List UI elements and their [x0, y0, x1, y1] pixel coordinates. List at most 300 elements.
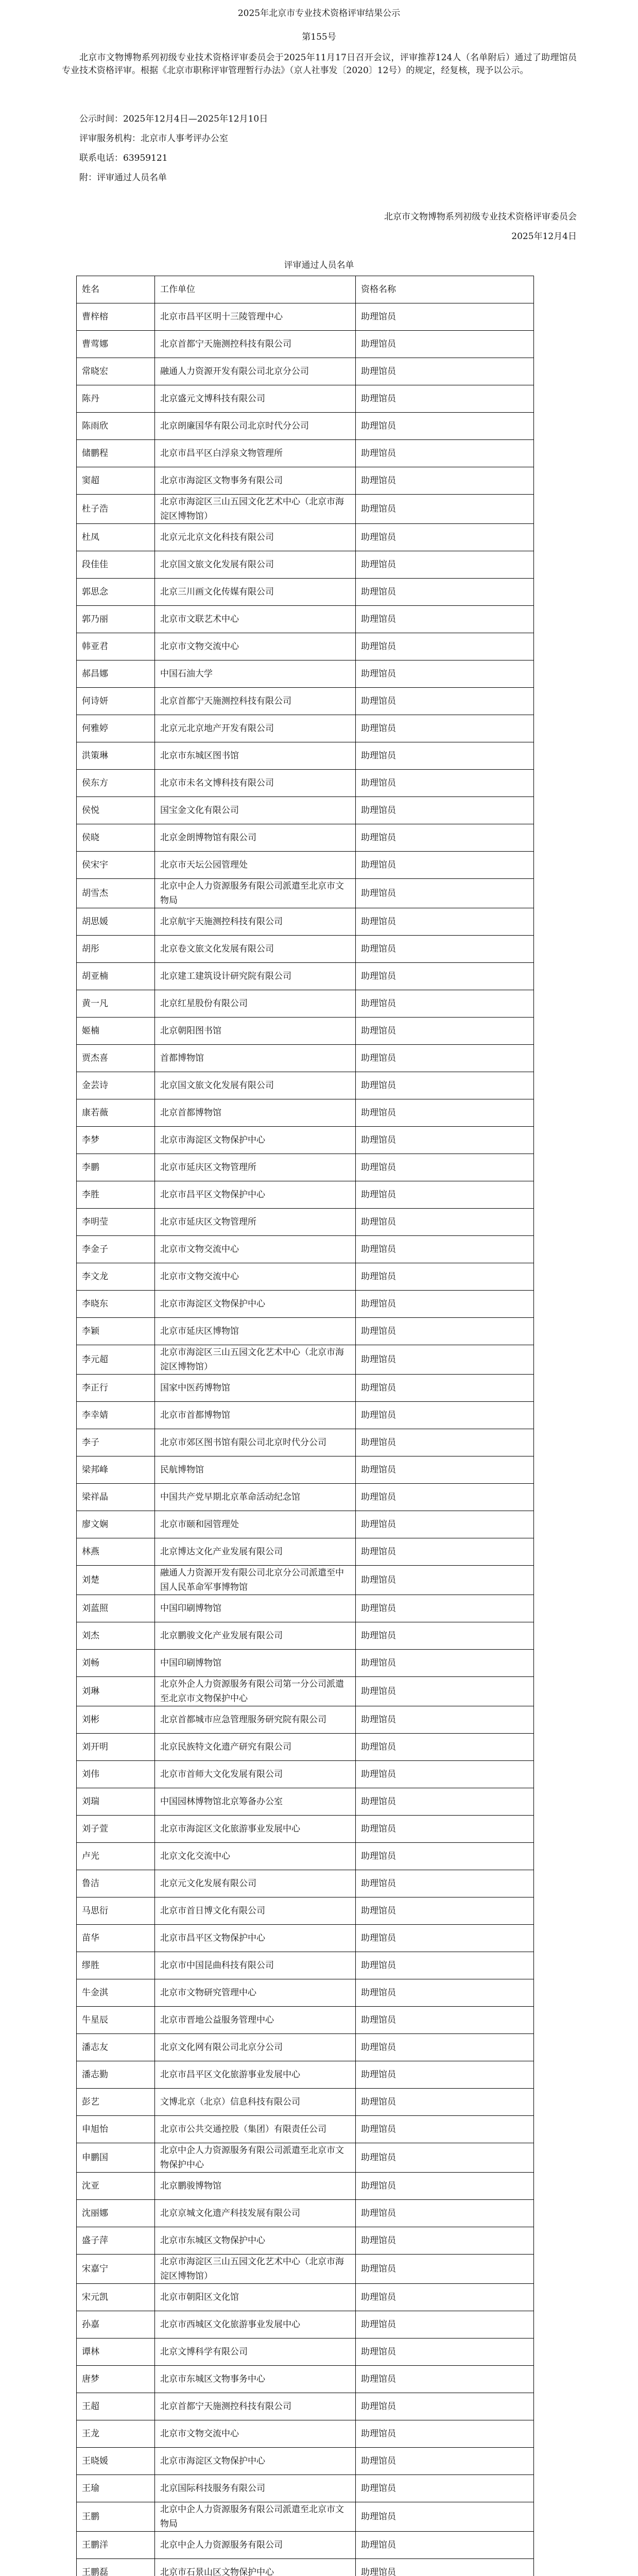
- cell-qualification: 助理馆员: [356, 1870, 534, 1897]
- cell-qualification: 助理馆员: [356, 495, 534, 524]
- table-row: [77, 660, 534, 688]
- cell-work-unit: 北京市昌平区文物保护中心: [155, 1925, 356, 1952]
- cell-qualification: 助理馆员: [356, 688, 534, 715]
- cell-name: 王鹏磊: [77, 2559, 155, 2576]
- cell-qualification: 助理馆员: [356, 1263, 534, 1291]
- cell-name: 宋嘉宁: [77, 2255, 155, 2284]
- cell-qualification: 助理馆员: [356, 1209, 534, 1236]
- cell-qualification: 助理馆员: [356, 303, 534, 331]
- cell-qualification: 助理馆员: [356, 1402, 534, 1429]
- table-row: [77, 303, 534, 331]
- cell-work-unit: 北京卷文旅文化发展有限公司: [155, 936, 356, 963]
- table-row: [77, 1375, 534, 1402]
- cell-work-unit: 北京市昌平区明十三陵管理中心: [155, 303, 356, 331]
- cell-name: 刘琳: [77, 1677, 155, 1706]
- table-row: [77, 579, 534, 606]
- cell-name: 段佳佳: [77, 551, 155, 579]
- cell-qualification: 助理馆员: [356, 715, 534, 742]
- cell-work-unit: 北京市首日博文化有限公司: [155, 1897, 356, 1925]
- cell-name: 李元超: [77, 1345, 155, 1375]
- cell-name: 鲁洁: [77, 1870, 155, 1897]
- cell-qualification: 助理馆员: [356, 742, 534, 770]
- cell-qualification: 助理馆员: [356, 2284, 534, 2311]
- cell-name: 王晓媛: [77, 2448, 155, 2475]
- table-row: [77, 963, 534, 990]
- cell-name: 郝昌娜: [77, 660, 155, 688]
- cell-name: 窦超: [77, 467, 155, 495]
- cell-name: 梁邦峰: [77, 1456, 155, 1484]
- table-row: [77, 990, 534, 1018]
- cell-qualification: 助理馆员: [356, 524, 534, 551]
- table-row: [77, 2475, 534, 2502]
- cell-qualification: 助理馆员: [356, 633, 534, 660]
- cell-name: 韩亚君: [77, 633, 155, 660]
- header-row: [77, 276, 534, 303]
- table-row: [77, 551, 534, 579]
- issuing-committee: 北京市文物博物系列初级专业技术资格评审委员会: [384, 212, 577, 222]
- cell-name: 王超: [77, 2393, 155, 2420]
- cell-qualification: 助理馆员: [356, 2255, 534, 2284]
- cell-qualification: 助理馆员: [356, 2502, 534, 2532]
- cell-name: 牛金淇: [77, 1979, 155, 2007]
- cell-qualification: 助理馆员: [356, 1429, 534, 1456]
- cell-work-unit: 北京鹏骏博物馆: [155, 2173, 356, 2200]
- cell-name: 侯东方: [77, 770, 155, 797]
- cell-qualification: 助理馆员: [356, 908, 534, 936]
- service-agency: 评审服务机构：北京市人事考评办公室: [79, 133, 228, 144]
- cell-name: 李颖: [77, 1318, 155, 1345]
- cell-work-unit: 北京国文旅文化发展有限公司: [155, 551, 356, 579]
- table-row: [77, 2311, 534, 2338]
- table-row: [77, 358, 534, 385]
- table-row: [77, 936, 534, 963]
- table-row: [77, 467, 534, 495]
- cell-work-unit: 国宝金文化有限公司: [155, 797, 356, 824]
- cell-name: 卢光: [77, 1843, 155, 1870]
- table-row: [77, 1677, 534, 1706]
- cell-name: 李幸婧: [77, 1402, 155, 1429]
- cell-name: 彭艺: [77, 2089, 155, 2116]
- table-row: [77, 908, 534, 936]
- cell-work-unit: 北京民族特文化遗产研究有限公司: [155, 1734, 356, 1761]
- cell-name: 姬楠: [77, 1018, 155, 1045]
- issue-date: 2025年12月4日: [511, 231, 577, 242]
- cell-name: 刘子萱: [77, 1816, 155, 1843]
- cell-qualification: 助理馆员: [356, 2366, 534, 2393]
- cell-work-unit: 北京文化交流中心: [155, 1843, 356, 1870]
- table-row: [77, 1979, 534, 2007]
- cell-name: 李明莹: [77, 1209, 155, 1236]
- cell-work-unit: 北京元北京文化科技有限公司: [155, 524, 356, 551]
- cell-qualification: 助理馆员: [356, 1181, 534, 1209]
- cell-name: 常晓宏: [77, 358, 155, 385]
- table-row: [77, 1402, 534, 1429]
- cell-name: 苗华: [77, 1925, 155, 1952]
- cell-qualification: 助理馆员: [356, 2061, 534, 2089]
- cell-qualification: 助理馆员: [356, 2143, 534, 2173]
- cell-name: 何诗妍: [77, 688, 155, 715]
- cell-work-unit: 北京市文联艺术中心: [155, 606, 356, 633]
- table-row: [77, 2532, 534, 2559]
- cell-qualification: 助理馆员: [356, 1375, 534, 1402]
- table-row: [77, 1236, 534, 1263]
- cell-qualification: 助理馆员: [356, 1650, 534, 1677]
- cell-work-unit: 北京市海淀区三山五园文化艺术中心（北京市海淀区博物馆）: [155, 495, 356, 524]
- cell-name: 沈亚: [77, 2173, 155, 2200]
- cell-name: 胡雪杰: [77, 879, 155, 908]
- cell-work-unit: 北京市朝阳区文化馆: [155, 2284, 356, 2311]
- cell-work-unit: 中国园林博物馆北京筹备办公室: [155, 1788, 356, 1816]
- cell-name: 刘蓝照: [77, 1595, 155, 1622]
- table-row: [77, 1816, 534, 1843]
- cell-qualification: 助理馆员: [356, 1706, 534, 1734]
- cell-work-unit: 北京元北京地产开发有限公司: [155, 715, 356, 742]
- table-row: [77, 1595, 534, 1622]
- cell-work-unit: 北京市未名文博科技有限公司: [155, 770, 356, 797]
- cell-name: 林燕: [77, 1538, 155, 1566]
- cell-work-unit: 中国印刷博物馆: [155, 1595, 356, 1622]
- table-row: [77, 606, 534, 633]
- cell-qualification: 助理馆员: [356, 606, 534, 633]
- cell-qualification: 助理馆员: [356, 879, 534, 908]
- cell-qualification: 助理馆员: [356, 385, 534, 413]
- cell-name: 刘瑞: [77, 1788, 155, 1816]
- cell-work-unit: 北京元文化发展有限公司: [155, 1870, 356, 1897]
- contact-phone: 联系电话：63959121: [79, 153, 168, 163]
- document-number: 第155号: [302, 32, 336, 42]
- table-row: [77, 495, 534, 524]
- cell-work-unit: 北京市海淀区文化旅游事业发展中心: [155, 1816, 356, 1843]
- cell-work-unit: 北京航宇天施测控科技有限公司: [155, 908, 356, 936]
- cell-work-unit: 北京红星股份有限公司: [155, 990, 356, 1018]
- cell-work-unit: 北京中企人力资源服务有限公司派遣至北京市文物保护中心: [155, 2143, 356, 2173]
- table-row: [77, 2116, 534, 2143]
- cell-work-unit: 北京市石景山区文物保护中心: [155, 2559, 356, 2576]
- cell-work-unit: 北京市首都博物馆: [155, 1402, 356, 1429]
- cell-name: 郭乃丽: [77, 606, 155, 633]
- cell-qualification: 助理馆员: [356, 2448, 534, 2475]
- cell-work-unit: 北京市东城区文物保护中心: [155, 2227, 356, 2255]
- table-row: [77, 2559, 534, 2576]
- cell-qualification: 助理馆员: [356, 797, 534, 824]
- cell-qualification: 助理馆员: [356, 2227, 534, 2255]
- cell-qualification: 助理馆员: [356, 660, 534, 688]
- cell-work-unit: 北京中企人力资源服务有限公司派遣至北京市文物局: [155, 2502, 356, 2532]
- cell-qualification: 助理馆员: [356, 1484, 534, 1511]
- cell-name: 刘伟: [77, 1761, 155, 1788]
- cell-name: 马思衍: [77, 1897, 155, 1925]
- table-row: [77, 1870, 534, 1897]
- cell-name: 曹梓榕: [77, 303, 155, 331]
- cell-qualification: 助理馆员: [356, 1788, 534, 1816]
- cell-work-unit: 北京市文物交流中心: [155, 1236, 356, 1263]
- table-row: [77, 1897, 534, 1925]
- cell-work-unit: 北京建工建筑设计研究院有限公司: [155, 963, 356, 990]
- announcement: [0, 7, 638, 2576]
- cell-name: 郭思念: [77, 579, 155, 606]
- signature-block: [62, 207, 577, 246]
- table-row: [77, 1263, 534, 1291]
- announcement-body: 北京市文物博物系列初级专业技术资格评审委员会于2025年11月17日召开会议，评审推荐124人（名单附后）通过了助理馆员专业技术资格评审。根据《北京市职称评审管理暂行办法》（京人社事发〔2020〕12号）的规定，经复核，现予以公示。: [62, 53, 577, 76]
- cell-qualification: 助理馆员: [356, 2200, 534, 2227]
- cell-work-unit: 国家中医药博物馆: [155, 1375, 356, 1402]
- cell-work-unit: 北京首都宁天施测控科技有限公司: [155, 331, 356, 358]
- cell-qualification: 助理馆员: [356, 1761, 534, 1788]
- cell-name: 康若薇: [77, 1099, 155, 1127]
- cell-name: 陈雨欣: [77, 413, 155, 440]
- table-row: [77, 1650, 534, 1677]
- cell-work-unit: 首都博物馆: [155, 1045, 356, 1072]
- cell-work-unit: 北京市文物交流中心: [155, 2420, 356, 2448]
- table-row: [77, 1099, 534, 1127]
- cell-work-unit: 北京中企人力资源服务有限公司派遣至北京市文物局: [155, 879, 356, 908]
- cell-name: 沈丽娜: [77, 2200, 155, 2227]
- table-row: [77, 385, 534, 413]
- roster-table-header: [77, 276, 534, 303]
- table-row: [77, 1566, 534, 1595]
- table-row: [77, 1843, 534, 1870]
- cell-name: 黄一凡: [77, 990, 155, 1018]
- table-row: [77, 2089, 534, 2116]
- table-row: [77, 879, 534, 908]
- table-row: [77, 688, 534, 715]
- page-title: 2025年北京市专业技术资格评审结果公示: [237, 8, 401, 19]
- cell-work-unit: 北京市西城区文化旅游事业发展中心: [155, 2311, 356, 2338]
- cell-work-unit: 北京文化网有限公司北京分公司: [155, 2034, 356, 2061]
- cell-name: 侯晓: [77, 824, 155, 852]
- cell-work-unit: 北京京城文化遗产科技发展有限公司: [155, 2200, 356, 2227]
- cell-work-unit: 北京市文物研究管理中心: [155, 1979, 356, 2007]
- cell-qualification: 助理馆员: [356, 990, 534, 1018]
- cell-qualification: 助理馆员: [356, 2089, 534, 2116]
- cell-qualification: 助理馆员: [356, 1072, 534, 1099]
- cell-qualification: 助理馆员: [356, 2338, 534, 2366]
- cell-qualification: 助理馆员: [356, 1816, 534, 1843]
- attachment-note: 附：评审通过人员名单: [79, 173, 167, 183]
- table-row: [77, 1345, 534, 1375]
- cell-qualification: 助理馆员: [356, 1897, 534, 1925]
- cell-name: 胡思媛: [77, 908, 155, 936]
- cell-work-unit: 北京市天坛公园管理处: [155, 852, 356, 879]
- cell-work-unit: 北京市延庆区文物管理所: [155, 1209, 356, 1236]
- cell-name: 孙嘉: [77, 2311, 155, 2338]
- cell-name: 李正行: [77, 1375, 155, 1402]
- table-row: [77, 2284, 534, 2311]
- cell-work-unit: 北京市文物交流中心: [155, 1263, 356, 1291]
- cell-qualification: 助理馆员: [356, 2173, 534, 2200]
- table-row: [77, 1045, 534, 1072]
- cell-name: 刘彬: [77, 1706, 155, 1734]
- cell-qualification: 助理馆员: [356, 1236, 534, 1263]
- cell-work-unit: 北京市东城区图书馆: [155, 742, 356, 770]
- table-row: [77, 2393, 534, 2420]
- cell-name: 杜凤: [77, 524, 155, 551]
- cell-qualification: 助理馆员: [356, 2116, 534, 2143]
- table-row: [77, 1952, 534, 1979]
- table-row: [77, 1761, 534, 1788]
- cell-qualification: 助理馆员: [356, 1952, 534, 1979]
- cell-name: 杜子浩: [77, 495, 155, 524]
- cell-qualification: 助理馆员: [356, 2007, 534, 2034]
- cell-name: 廖文娴: [77, 1511, 155, 1538]
- cell-work-unit: 北京市首师大文化发展有限公司: [155, 1761, 356, 1788]
- cell-qualification: 助理馆员: [356, 331, 534, 358]
- cell-work-unit: 北京市文物交流中心: [155, 633, 356, 660]
- cell-name: 何雅婷: [77, 715, 155, 742]
- cell-name: 储鹏程: [77, 440, 155, 467]
- cell-work-unit: 北京市晋地公益服务管理中心: [155, 2007, 356, 2034]
- cell-qualification: 助理馆员: [356, 1127, 534, 1154]
- cell-qualification: 助理馆员: [356, 2420, 534, 2448]
- cell-work-unit: 北京市海淀区文物保护中心: [155, 2448, 356, 2475]
- cell-qualification: 助理馆员: [356, 1099, 534, 1127]
- table-row: [77, 413, 534, 440]
- cell-qualification: 助理馆员: [356, 1538, 534, 1566]
- cell-qualification: 助理馆员: [356, 936, 534, 963]
- cell-name: 贾杰喜: [77, 1045, 155, 1072]
- cell-work-unit: 文博北京（北京）信息科技有限公司: [155, 2089, 356, 2116]
- cell-qualification: 助理馆员: [356, 1154, 534, 1181]
- cell-work-unit: 北京朝阳图书馆: [155, 1018, 356, 1045]
- cell-name: 李文龙: [77, 1263, 155, 1291]
- cell-name: 王鹏洋: [77, 2532, 155, 2559]
- table-row: [77, 1484, 534, 1511]
- table-row: [77, 1209, 534, 1236]
- cell-qualification: 助理馆员: [356, 1318, 534, 1345]
- cell-work-unit: 北京市颐和园管理处: [155, 1511, 356, 1538]
- cell-name: 李子: [77, 1429, 155, 1456]
- cell-qualification: 助理馆员: [356, 2475, 534, 2502]
- roster-table: [76, 276, 534, 2576]
- table-row: [77, 1018, 534, 1045]
- cell-work-unit: 北京市海淀区文物保护中心: [155, 1291, 356, 1318]
- announcement-info: [62, 109, 577, 188]
- cell-work-unit: 中国石油大学: [155, 660, 356, 688]
- cell-qualification: 助理馆员: [356, 1734, 534, 1761]
- cell-work-unit: 北京市中国昆曲科技有限公司: [155, 1952, 356, 1979]
- roster-title: 评审通过人员名单: [284, 260, 354, 270]
- cell-name: 谭林: [77, 2338, 155, 2366]
- cell-name: 李胜: [77, 1181, 155, 1209]
- cell-work-unit: 北京市海淀区三山五园文化艺术中心（北京市海淀区博物馆）: [155, 2255, 356, 2284]
- cell-work-unit: 北京博达文化产业发展有限公司: [155, 1538, 356, 1566]
- cell-work-unit: 北京市延庆区文物管理所: [155, 1154, 356, 1181]
- cell-name: 盛子萍: [77, 2227, 155, 2255]
- cell-qualification: 助理馆员: [356, 1925, 534, 1952]
- table-row: [77, 2448, 534, 2475]
- table-row: [77, 1154, 534, 1181]
- cell-name: 缪胜: [77, 1952, 155, 1979]
- table-row: [77, 1622, 534, 1650]
- cell-qualification: 助理馆员: [356, 467, 534, 495]
- cell-name: 宋元凯: [77, 2284, 155, 2311]
- cell-work-unit: 北京市昌平区文物保护中心: [155, 1181, 356, 1209]
- cell-name: 陈丹: [77, 385, 155, 413]
- table-row: [77, 2173, 534, 2200]
- cell-work-unit: 中国共产党早期北京革命活动纪念馆: [155, 1484, 356, 1511]
- cell-name: 胡亚楠: [77, 963, 155, 990]
- cell-qualification: 助理馆员: [356, 1045, 534, 1072]
- cell-qualification: 助理馆员: [356, 1979, 534, 2007]
- table-row: [77, 2502, 534, 2532]
- table-row: [77, 331, 534, 358]
- cell-name: 刘畅: [77, 1650, 155, 1677]
- cell-work-unit: 融通人力资源开发有限公司北京分公司: [155, 358, 356, 385]
- table-row: [77, 2420, 534, 2448]
- cell-qualification: 助理馆员: [356, 824, 534, 852]
- table-row: [77, 770, 534, 797]
- cell-work-unit: 北京国际科技服务有限公司: [155, 2475, 356, 2502]
- cell-work-unit: 北京外企人力资源服务有限公司第一分公司派遣至北京市文物保护中心: [155, 1677, 356, 1706]
- cell-name: 李晓东: [77, 1291, 155, 1318]
- cell-name: 刘楚: [77, 1566, 155, 1595]
- table-row: [77, 1734, 534, 1761]
- header-name: 姓名: [77, 276, 155, 303]
- cell-work-unit: 北京首都宁天施测控科技有限公司: [155, 2393, 356, 2420]
- cell-work-unit: 北京市延庆区博物馆: [155, 1318, 356, 1345]
- table-row: [77, 2061, 534, 2089]
- table-row: [77, 852, 534, 879]
- cell-qualification: 助理馆员: [356, 1291, 534, 1318]
- cell-work-unit: 北京文博科学有限公司: [155, 2338, 356, 2366]
- table-row: [77, 1925, 534, 1952]
- table-row: [77, 1291, 534, 1318]
- cell-name: 刘杰: [77, 1622, 155, 1650]
- cell-name: 申旭怡: [77, 2116, 155, 2143]
- table-row: [77, 1127, 534, 1154]
- table-row: [77, 2366, 534, 2393]
- table-row: [77, 524, 534, 551]
- cell-work-unit: 北京市昌平区白浮泉文物管理所: [155, 440, 356, 467]
- table-row: [77, 1511, 534, 1538]
- cell-name: 刘开明: [77, 1734, 155, 1761]
- cell-work-unit: 北京市海淀区文物事务有限公司: [155, 467, 356, 495]
- table-row: [77, 1456, 534, 1484]
- cell-qualification: 助理馆员: [356, 579, 534, 606]
- cell-work-unit: 北京朗廉国华有限公司北京时代分公司: [155, 413, 356, 440]
- cell-name: 李鹏: [77, 1154, 155, 1181]
- cell-qualification: 助理馆员: [356, 1622, 534, 1650]
- roster-table-body: [77, 303, 534, 2576]
- cell-qualification: 助理馆员: [356, 440, 534, 467]
- cell-qualification: 助理馆员: [356, 2532, 534, 2559]
- cell-name: 侯宋宇: [77, 852, 155, 879]
- cell-name: 王鹏: [77, 2502, 155, 2532]
- cell-qualification: 助理馆员: [356, 2034, 534, 2061]
- table-row: [77, 2200, 534, 2227]
- cell-qualification: 助理馆员: [356, 1456, 534, 1484]
- cell-work-unit: 融通人力资源开发有限公司北京分公司派遣至中国人民革命军事博物馆: [155, 1566, 356, 1595]
- table-row: [77, 1072, 534, 1099]
- cell-work-unit: 北京市昌平区文化旅游事业发展中心: [155, 2061, 356, 2089]
- cell-qualification: 助理馆员: [356, 1566, 534, 1595]
- cell-qualification: 助理馆员: [356, 2311, 534, 2338]
- cell-work-unit: 北京市郊区图书馆有限公司北京时代分公司: [155, 1429, 356, 1456]
- table-row: [77, 2338, 534, 2366]
- cell-work-unit: 中国印刷博物馆: [155, 1650, 356, 1677]
- cell-name: 金芸诗: [77, 1072, 155, 1099]
- cell-work-unit: 北京首都博物馆: [155, 1099, 356, 1127]
- table-row: [77, 1318, 534, 1345]
- cell-work-unit: 北京首都城市应急管理服务研究院有限公司: [155, 1706, 356, 1734]
- cell-work-unit: 北京盛元文博科技有限公司: [155, 385, 356, 413]
- cell-qualification: 助理馆员: [356, 1511, 534, 1538]
- cell-name: 胡彤: [77, 936, 155, 963]
- cell-qualification: 助理馆员: [356, 358, 534, 385]
- cell-name: 唐梦: [77, 2366, 155, 2393]
- cell-name: 潘志友: [77, 2034, 155, 2061]
- cell-work-unit: 北京市海淀区文物保护中心: [155, 1127, 356, 1154]
